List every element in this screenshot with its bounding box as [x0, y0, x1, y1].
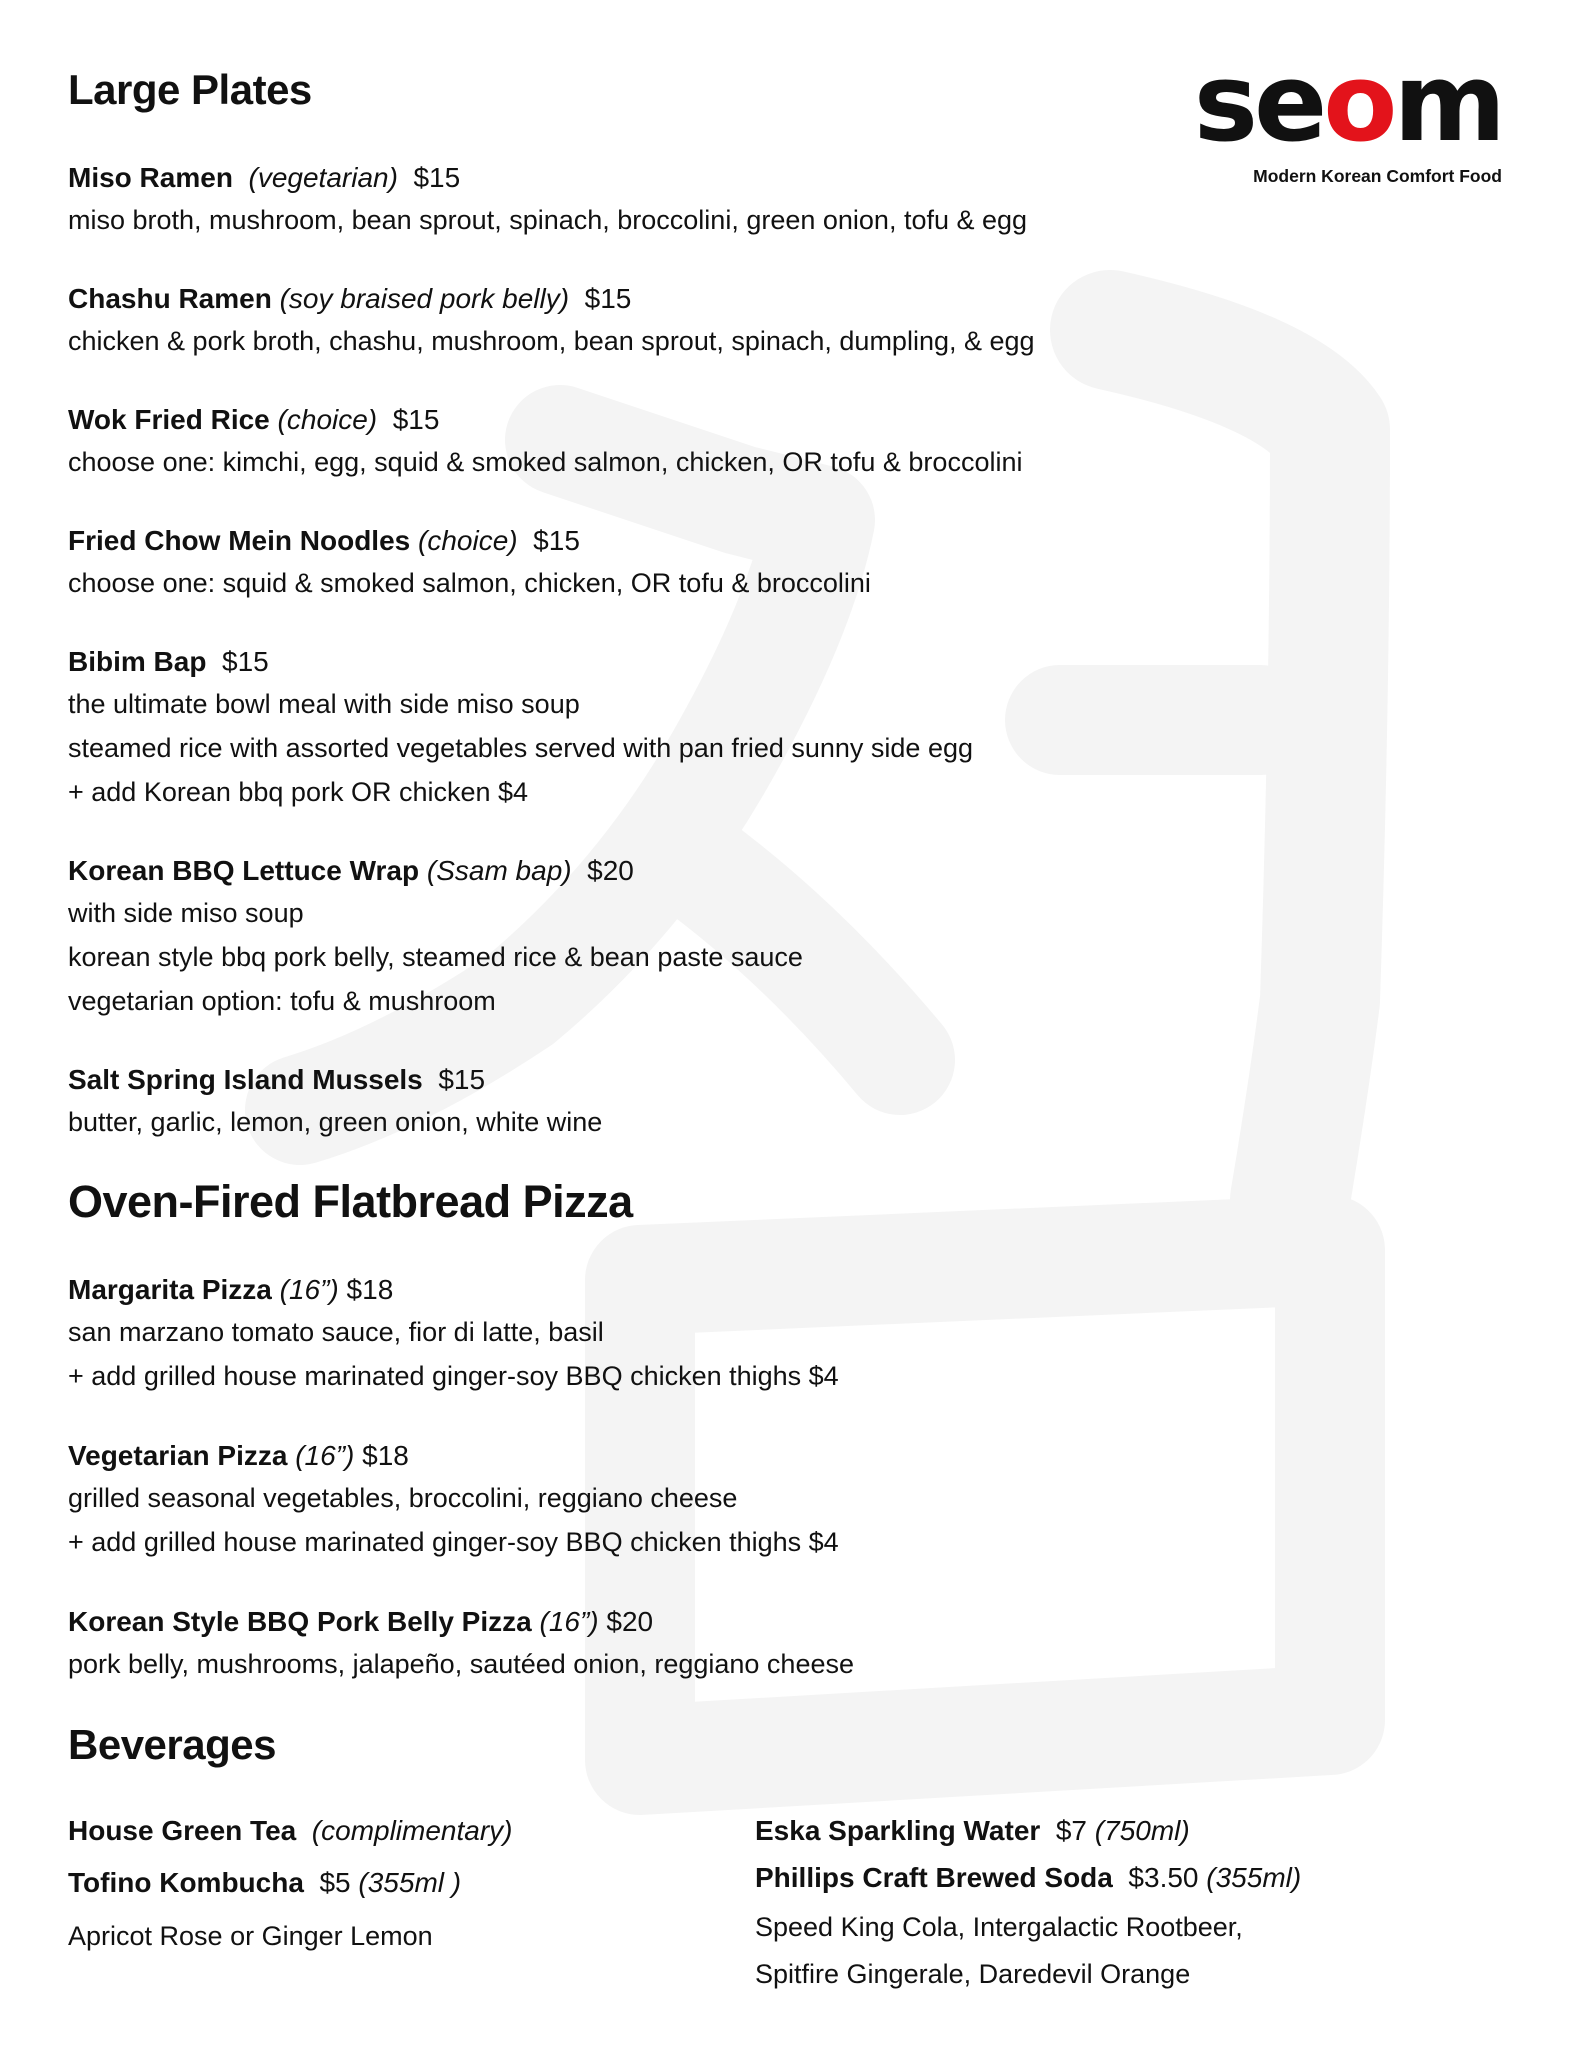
item-name: Miso Ramen	[68, 162, 233, 193]
item-name: Chashu Ramen	[68, 283, 272, 314]
beverage-name: Tofino Kombucha	[68, 1867, 304, 1898]
item-description: korean style bbq pork belly, steamed rice & bean paste sauce	[68, 942, 803, 972]
menu-item-fried-chow-mein	[68, 521, 1208, 605]
beverage-note: (355ml)	[1206, 1862, 1302, 1893]
item-description: chicken & pork broth, chashu, mushroom, bean sprout, spinach, dumpling, & egg	[68, 326, 1035, 356]
item-price: $15	[533, 525, 580, 556]
beverage-name: House Green Tea	[68, 1815, 297, 1846]
item-note: (choice)	[418, 525, 518, 556]
item-price: $20	[587, 855, 634, 886]
item-price: $15	[222, 646, 269, 677]
beverage-note: (complimentary)	[311, 1815, 513, 1846]
item-price: $18	[362, 1440, 409, 1471]
menu-item-miso-ramen	[68, 158, 1208, 242]
beverage-price: $5	[319, 1867, 351, 1898]
beverage-flavours: Spitfire Gingerale, Daredevil Orange	[755, 1959, 1191, 1989]
item-note: (16”)	[539, 1606, 599, 1637]
menu-item-pork-belly-pizza	[68, 1602, 1208, 1686]
menu-item-chashu-ramen	[68, 279, 1208, 363]
item-addon: + add Korean bbq pork OR chicken $4	[68, 777, 529, 807]
item-price: $15	[438, 1064, 486, 1095]
beverage-flavours: Apricot Rose or Ginger Lemon	[68, 1921, 433, 1951]
item-addon: + add grilled house marinated ginger-soy BBQ chicken thighs $4	[68, 1361, 839, 1391]
item-name: Margarita Pizza	[68, 1274, 272, 1305]
logo-accent-letter: o	[1323, 41, 1394, 166]
beverage-price: $3.50	[1128, 1862, 1199, 1893]
item-name: Bibim Bap	[68, 646, 207, 677]
item-description: vegetarian option: tofu & mushroom	[68, 986, 496, 1016]
beverage-tofino-kombucha	[68, 1867, 461, 1899]
item-price: $15	[392, 404, 440, 435]
beverage-phillips-soda	[755, 1862, 1301, 1894]
beverage-price: $7	[1055, 1815, 1088, 1846]
item-note: (16”)	[279, 1274, 339, 1305]
item-name: Vegetarian Pizza	[68, 1440, 288, 1471]
item-description: pork belly, mushrooms, jalapeño, sautéed onion, reggiano cheese	[68, 1649, 854, 1679]
item-note: (Ssam bap)	[426, 855, 572, 886]
section-title-large-plates: Large Plates	[68, 66, 312, 113]
item-note: (vegetarian)	[248, 162, 398, 193]
menu-item-lettuce-wrap	[68, 851, 1208, 1023]
section-title-pizza: Oven-Fired Flatbread Pizza	[68, 1176, 633, 1227]
item-price: $18	[346, 1274, 394, 1305]
item-description: grilled seasonal vegetables, broccolini, reggiano cheese	[68, 1483, 738, 1513]
item-addon: + add grilled house marinated ginger-soy BBQ chicken thighs $4	[68, 1527, 839, 1557]
item-price: $15	[584, 283, 632, 314]
item-name: Korean Style BBQ Pork Belly Pizza	[68, 1606, 532, 1637]
menu-item-bibim-bap	[68, 642, 1208, 814]
item-description: with side miso soup	[68, 898, 304, 928]
menu-item-wok-fried-rice	[68, 400, 1208, 484]
item-price: $15	[413, 162, 461, 193]
item-description: choose one: kimchi, egg, squid & smoked salmon, chicken, OR tofu & broccolini	[68, 447, 1023, 477]
item-description: miso broth, mushroom, bean sprout, spinach, broccolini, green onion, tofu & egg	[68, 205, 1028, 235]
item-description: the ultimate bowl meal with side miso soup	[68, 689, 580, 719]
beverage-note: (355ml )	[358, 1867, 462, 1898]
menu-item-vegetarian-pizza	[68, 1436, 1208, 1564]
item-description: steamed rice with assorted vegetables served with pan fried sunny side egg	[68, 733, 974, 763]
beverage-note: (750ml)	[1094, 1815, 1190, 1846]
menu-item-mussels	[68, 1060, 1208, 1144]
item-description: san marzano tomato sauce, fior di latte, basil	[68, 1317, 604, 1347]
item-note: (16”)	[295, 1440, 355, 1471]
item-name: Salt Spring Island Mussels	[68, 1064, 423, 1095]
logo-tagline: Modern Korean Comfort Food	[1253, 166, 1502, 186]
item-description: butter, garlic, lemon, green onion, white wine	[68, 1107, 603, 1137]
item-price: $20	[606, 1606, 654, 1637]
section-title-beverages: Beverages	[68, 1721, 276, 1768]
menu-item-margarita-pizza	[68, 1270, 1208, 1398]
item-note: (soy braised pork belly)	[279, 283, 570, 314]
item-name: Fried Chow Mein Noodles	[68, 525, 411, 556]
item-description: choose one: squid & smoked salmon, chicken, OR tofu & broccolini	[68, 568, 871, 598]
logo-wordmark: seom	[1193, 41, 1502, 166]
item-note: (choice)	[277, 404, 378, 435]
item-name: Korean BBQ Lettuce Wrap	[68, 855, 420, 886]
beverage-eska-water	[755, 1815, 1190, 1847]
beverage-name: Eska Sparkling Water	[755, 1815, 1041, 1846]
beverage-name: Phillips Craft Brewed Soda	[755, 1862, 1113, 1893]
item-name: Wok Fried Rice	[68, 404, 270, 435]
beverage-flavours: Speed King Cola, Intergalactic Rootbeer,	[755, 1912, 1243, 1942]
beverage-house-green-tea	[68, 1815, 513, 1847]
